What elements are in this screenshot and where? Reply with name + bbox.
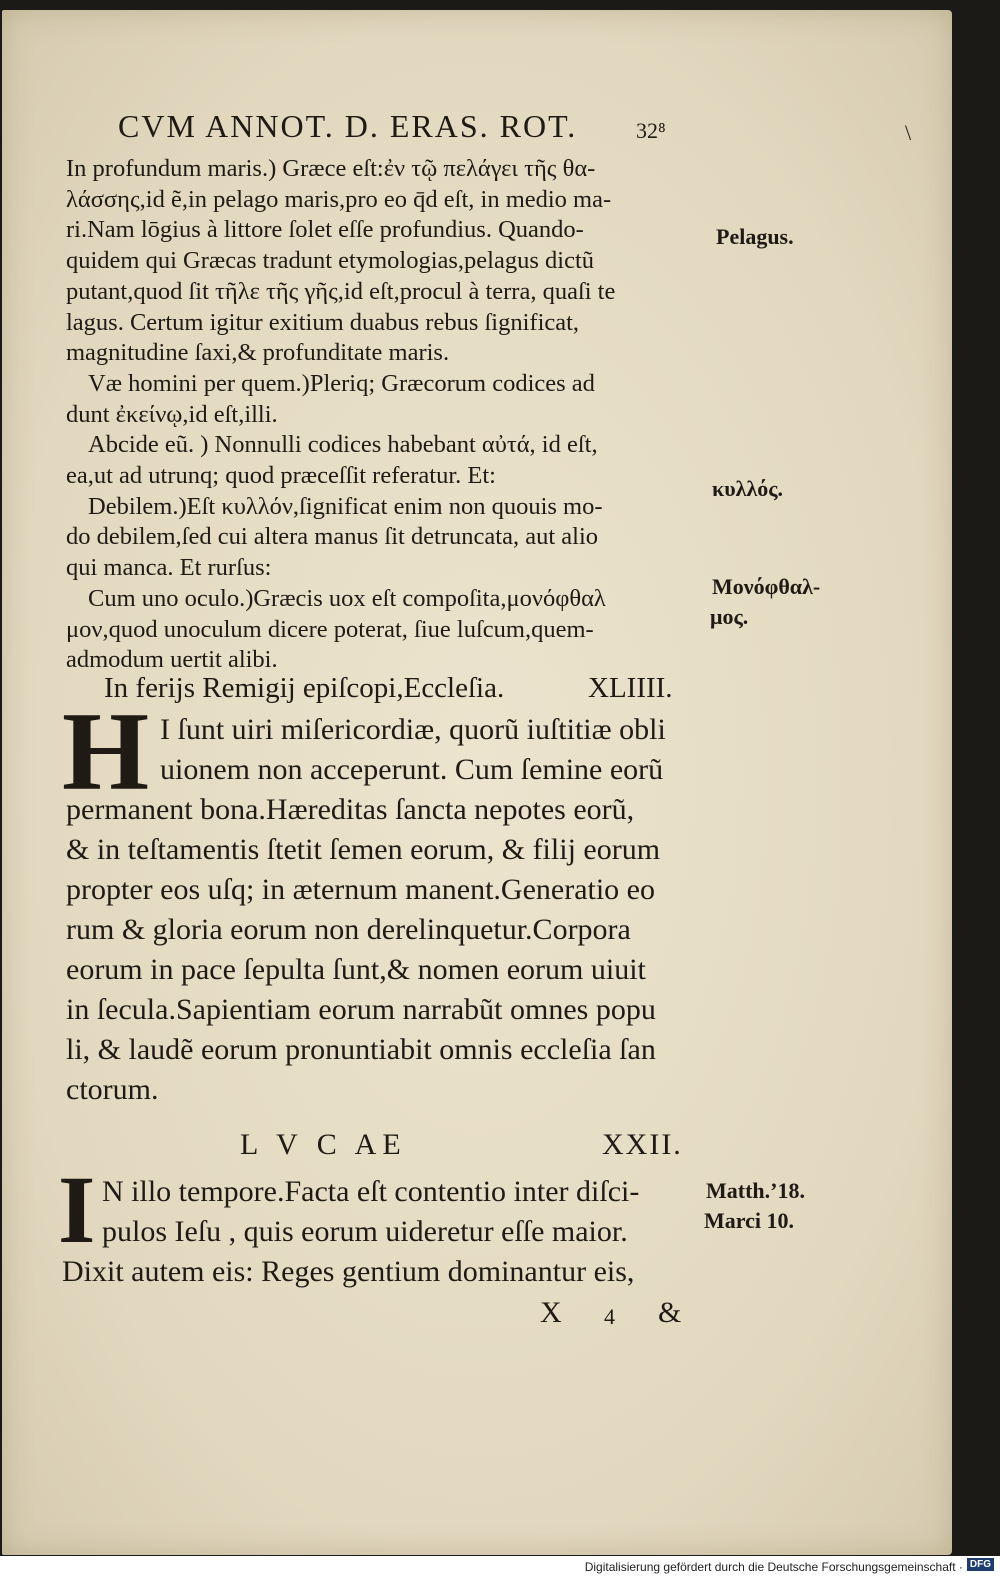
- text-line: eorum in pace ſepulta ſunt,& nomen eorum uiuit: [66, 953, 646, 986]
- epistle-text: [66, 710, 706, 1110]
- annotation-line: magnitudine ſaxi,& profunditate maris.: [66, 339, 450, 367]
- text-line: rum & gloria eorum non derelinquetur.Corpora: [66, 913, 631, 946]
- text-line: uionem non acceperunt. Cum ſemine eorũ: [160, 753, 664, 786]
- section-number: XLIIII.: [588, 672, 673, 704]
- text-line: I ſunt uiri miſericordiæ, quorũ iuſtitiæ obli: [160, 713, 666, 746]
- annotation-line: quidem qui Græcas tradunt etymologias,pelagus dictũ: [66, 247, 595, 275]
- gospel-chapter: XXII.: [602, 1128, 683, 1161]
- text-line: in ſecula.Sapientiam eorum narrabũt omnes popu: [66, 993, 656, 1026]
- annotation-line: ri.Nam lōgius à littore ſolet eſſe profundius. Quando-: [66, 216, 584, 244]
- section-heading: [104, 672, 704, 705]
- annotation-line: lagus. Certum igitur exitium duabus rebus ſignificat,: [66, 308, 580, 336]
- signature-letter: X: [540, 1296, 562, 1329]
- text-line: propter eos uſq; in æternum manent.Generatio eo: [66, 873, 655, 906]
- gospel-book: L V C AE: [240, 1128, 407, 1161]
- text-line: pulos Ieſu , quis eorum uideretur eſſe maior.: [102, 1215, 628, 1248]
- annotation-line: qui manca. Et rurſus:: [66, 554, 272, 582]
- annotation-line: Cum uno oculo.)Græcis uox eſt compoſita,μονόφθαλ: [88, 584, 606, 612]
- drop-cap-h: H: [62, 690, 150, 814]
- annotation-line: do debilem,ſed cui altera manus ſit detruncata, aut alio: [66, 523, 599, 551]
- margin-note-marci: Marci 10.: [704, 1208, 795, 1233]
- margin-note-monophthalmos: Μονόφθαλ-: [712, 574, 821, 599]
- digitization-footer: [0, 1556, 1000, 1578]
- annotation-line: μον,quod unoculum dicere poterat, ſiue luſcum,quem-: [66, 615, 594, 643]
- corner-mark: \: [905, 120, 912, 145]
- text-line: permanent bona.Hæreditas ſancta nepotes eorũ,: [66, 793, 635, 826]
- text-line: Dixit autem eis: Reges gentium dominantur eis,: [62, 1255, 635, 1288]
- gospel-text: [62, 1172, 702, 1292]
- margin-note-monophthalmos-cont: μος.: [710, 604, 749, 629]
- margin-note-kyllos: κυλλός.: [712, 476, 784, 501]
- margin-note-matth: Matth.’18.: [706, 1178, 805, 1203]
- running-head: CVM ANNOT. D. ERAS. ROT.: [118, 108, 578, 144]
- text-line: & in teſtamentis ſtetit ſemen eorum, & filij eorum: [66, 833, 661, 866]
- text-line: li, & laudẽ eorum pronuntiabit omnis eccleſia ſan: [66, 1033, 656, 1066]
- annotation-line: Abcide eũ. ) Nonnulli codices habebant αὐτά, id eſt,: [88, 431, 598, 459]
- gospel-heading: [240, 1128, 700, 1162]
- annotation-line: admodum uertit alibi.: [66, 646, 278, 674]
- annotation-line: ea,ut ad utrunq; quod præceſſit referatur. Et:: [66, 462, 496, 490]
- annotation-line: Væ homini per quem.)Pleriq; Græcorum codices ad: [88, 369, 595, 397]
- footer-text: Digitalisierung gefördert durch die Deutsche Forschungsgemeinschaft ·: [584, 1560, 963, 1574]
- catchword: &: [658, 1296, 682, 1329]
- folio-number: 32⁸: [636, 118, 666, 143]
- signature-number: 4: [604, 1304, 615, 1329]
- annotations-block: [66, 154, 710, 676]
- annotation-line: putant,quod ſit τῆλε τῆς γῆς,id eſt,procul à terra, quaſi te: [66, 277, 616, 305]
- annotation-line: dunt ἐκείνῳ,id eſt,illi.: [66, 400, 278, 428]
- annotation-line: In profundum maris.) Græce eſt:ἐν τῷ πελάγει τῆς θα-: [66, 155, 596, 182]
- drop-cap-i: I: [58, 1156, 96, 1263]
- section-title: In ferijs Remigij epiſcopi,Eccleſia.: [104, 672, 505, 704]
- text-line: ctorum.: [66, 1073, 159, 1106]
- margin-note-pelagus: Pelagus.: [716, 224, 794, 249]
- dfg-logo: DFG: [967, 1558, 994, 1571]
- annotation-line: Debilem.)Eſt κυλλόν,ſignificat enim non quouis mo-: [88, 492, 603, 520]
- annotation-line: λάσσης,id ẽ,in pelago maris,pro eo q̄d eſt, in medio ma-: [66, 185, 612, 213]
- text-line: N illo tempore.Facta eſt contentio inter diſci-: [102, 1175, 640, 1208]
